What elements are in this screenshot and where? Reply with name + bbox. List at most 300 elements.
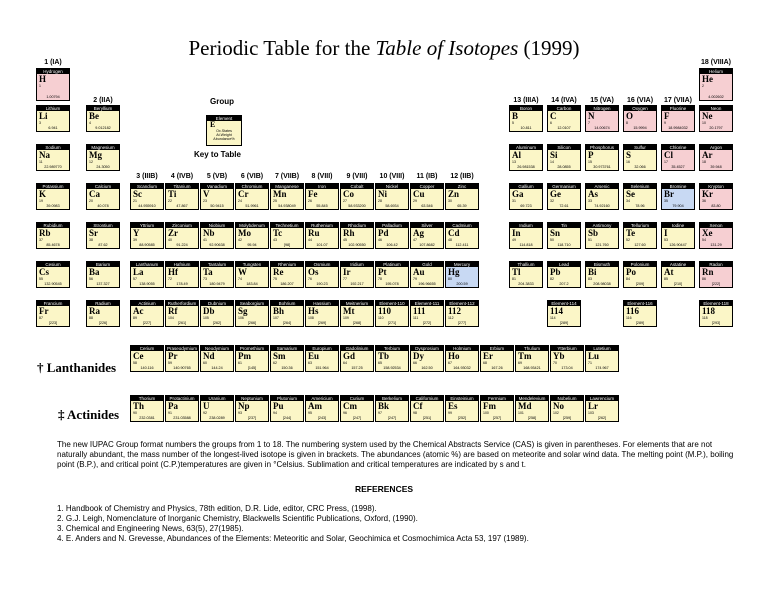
atomic-weight: 102.90550: [348, 243, 366, 247]
element-cell-nd: [200, 345, 234, 372]
atomic-number: 36: [702, 199, 706, 203]
element-cell-ti: [165, 183, 199, 210]
atomic-number: 111: [413, 316, 419, 320]
element-cell-db: [200, 300, 234, 327]
element-name: Palladium: [376, 223, 408, 228]
atomic-weight: 9.012182: [95, 126, 111, 130]
element-name: Promethium: [236, 346, 268, 351]
element-name: Californium: [411, 396, 443, 401]
atomic-weight: 55.845: [316, 204, 328, 208]
atomic-number: 71: [588, 361, 592, 365]
element-symbol: Ta: [203, 267, 213, 277]
element-name: Iodine: [662, 223, 694, 228]
atomic-weight: 87.62: [98, 243, 108, 247]
atomic-number: 82: [550, 277, 554, 281]
element-cell-zr: [165, 222, 199, 249]
group-label-15: 15 (VA): [590, 97, 614, 104]
element-symbol: Ac: [133, 306, 144, 316]
group-label-10: 10 (VIII): [379, 173, 405, 180]
atomic-weight: 167.26: [491, 366, 503, 370]
element-symbol: Co: [343, 189, 354, 199]
atomic-number: 105: [203, 316, 209, 320]
atomic-weight: [251]: [422, 416, 432, 420]
element-name: Krypton: [700, 184, 732, 189]
atomic-number: 23: [203, 199, 207, 203]
element-symbol: Sc: [133, 189, 142, 199]
atomic-weight: 162.50: [421, 366, 433, 370]
element-cell-hf: [165, 261, 199, 288]
group-label-3: 3 (IIIB): [136, 173, 158, 180]
element-cell-cs: [36, 261, 70, 288]
atomic-number: 93: [238, 411, 242, 415]
atomic-number: 114: [550, 316, 556, 320]
element-name: Calcium: [87, 184, 119, 189]
element-name: Cesium: [37, 262, 69, 267]
element-symbol: Bk: [378, 401, 390, 411]
atomic-number: 40: [168, 238, 172, 242]
reference-item: 3. Chemical and Engineering News, 63(5), 27(1985).: [57, 524, 244, 533]
atomic-weight: 40.078: [97, 204, 109, 208]
atomic-number: 35: [664, 199, 668, 203]
element-cell-ge: [547, 183, 581, 210]
element-name: Zinc: [446, 184, 478, 189]
element-cell-in: [509, 222, 543, 249]
atomic-weight: 1.00794: [46, 95, 60, 99]
element-name: Seaborgium: [236, 301, 268, 306]
atomic-weight: 12.0107: [557, 126, 571, 130]
atomic-number: 72: [168, 277, 172, 281]
atomic-number: 102: [553, 411, 559, 415]
element-name: Arsenic: [586, 184, 618, 189]
element-cell-c: [547, 105, 581, 132]
element-name: Bromine: [662, 184, 694, 189]
element-cell-hg: [445, 261, 479, 288]
element-name: Phosphorus: [586, 145, 618, 150]
element-name: Helium: [700, 69, 732, 74]
element-cell-xe: [699, 222, 733, 249]
element-symbol: Bh: [273, 306, 285, 316]
reference-item: 2. G.J. Leigh, Nomenclature of Inorganic Chemistry, Blackwells Scientific Publications, Oxford, (1990).: [57, 514, 418, 523]
element-symbol: Lr: [588, 401, 598, 411]
element-symbol: Pd: [378, 228, 389, 238]
element-cell-cf: [410, 395, 444, 422]
atomic-weight: 178.49: [176, 282, 188, 286]
atomic-weight: 107.8682: [419, 243, 435, 247]
element-name: Nickel: [376, 184, 408, 189]
atomic-weight: 168.93421: [523, 366, 541, 370]
element-cell-114: [547, 300, 581, 327]
element-symbol: Cu: [413, 189, 425, 199]
element-name: Boron: [510, 106, 542, 111]
element-cell-ca: [86, 183, 120, 210]
page-title: Periodic Table for the Table of Isotopes (1999): [188, 36, 580, 60]
element-symbol: Ir: [343, 267, 351, 277]
atomic-number: 94: [273, 411, 277, 415]
element-symbol: Xe: [702, 228, 713, 238]
element-cell-ho: [445, 345, 479, 372]
element-symbol: Te: [626, 228, 636, 238]
atomic-number: 15: [588, 160, 592, 164]
element-cell-es: [445, 395, 479, 422]
atomic-weight: [257]: [492, 416, 502, 420]
atomic-number: 61: [238, 361, 242, 365]
lanthanides-label: † Lanthanides: [37, 360, 117, 375]
atomic-number: 99: [448, 411, 452, 415]
element-symbol: Tl: [512, 267, 521, 277]
element-cell-rf: [165, 300, 199, 327]
atomic-number: 65: [378, 361, 382, 365]
element-name: Silicon: [548, 145, 580, 150]
element-name: Americium: [306, 396, 338, 401]
atomic-weight: [262]: [212, 321, 222, 325]
atomic-number: 30: [448, 199, 452, 203]
atomic-weight: 238.0289: [209, 416, 225, 420]
atomic-number: 26: [308, 199, 312, 203]
element-name: Lanthanum: [131, 262, 163, 267]
element-name: Oxygen: [624, 106, 656, 111]
atomic-number: 54: [702, 238, 706, 242]
atomic-number: 118: [702, 316, 708, 320]
element-name: Protactinium: [166, 396, 198, 401]
element-name: Silver: [411, 223, 443, 228]
atomic-weight: 58.6934: [385, 204, 399, 208]
element-name: Rhodium: [341, 223, 373, 228]
element-symbol: Ni: [378, 189, 387, 199]
atomic-number: 33: [588, 199, 592, 203]
element-cell-co: [340, 183, 374, 210]
group-label-4: 4 (IVB): [170, 173, 194, 180]
element-cell-be: [86, 105, 120, 132]
atomic-weight: 10.811: [520, 126, 532, 130]
element-symbol: Os: [308, 267, 319, 277]
element-cell-ir: [340, 261, 374, 288]
atomic-number: 11: [39, 160, 43, 164]
atomic-weight: [210]: [673, 282, 683, 286]
element-cell-cl: [661, 144, 695, 171]
atomic-number: 25: [273, 199, 277, 203]
element-cell-h: [36, 68, 70, 101]
atomic-number: 103: [588, 411, 594, 415]
element-symbol: Si: [550, 150, 558, 160]
atomic-number: 50: [550, 238, 554, 242]
atomic-weight: [266]: [247, 321, 257, 325]
element-name: Francium: [37, 301, 69, 306]
element-name: Erbium: [481, 346, 513, 351]
atomic-number: 12: [89, 160, 93, 164]
element-symbol: Ne: [702, 111, 713, 121]
atomic-number: 78: [378, 277, 382, 281]
atomic-weight: 101.07: [316, 243, 328, 247]
atomic-weight: 192.217: [350, 282, 364, 286]
atomic-weight: 54.938049: [278, 204, 296, 208]
atomic-weight: 157.25: [351, 366, 363, 370]
group-label-14: 14 (IVA): [551, 97, 577, 104]
atomic-number: 57: [133, 277, 137, 281]
element-name: Thorium: [131, 396, 163, 401]
atomic-number: 101: [518, 411, 524, 415]
element-name: Magnesium: [87, 145, 119, 150]
element-cell-kr: [699, 183, 733, 210]
atomic-weight: 204.3833: [518, 282, 534, 286]
atomic-number: 14: [550, 160, 554, 164]
atomic-weight: [98]: [283, 243, 291, 247]
atomic-number: 4: [89, 121, 91, 125]
atomic-weight: 72.61: [559, 204, 569, 208]
atomic-number: 17: [664, 160, 668, 164]
element-name: Xenon: [700, 223, 732, 228]
element-symbol: Yb: [553, 351, 565, 361]
atomic-weight: 200.59: [456, 282, 468, 286]
atomic-weight: [226]: [98, 321, 108, 325]
atomic-number: 39: [133, 238, 137, 242]
atomic-number: 74: [238, 277, 242, 281]
element-cell-tc: [270, 222, 304, 249]
element-symbol: I: [664, 228, 668, 238]
element-name: Germanium: [548, 184, 580, 189]
element-symbol: Np: [238, 401, 250, 411]
element-symbol: Sm: [273, 351, 286, 361]
atomic-number: 64: [343, 361, 347, 365]
reference-item: 1. Handbook of Chemistry and Physics, 78th edition, D.R. Lide, editor, CRC Press, (1998).: [57, 504, 377, 513]
atomic-number: 31: [512, 199, 516, 203]
atomic-weight: [258]: [527, 416, 537, 420]
atomic-number: 63: [308, 361, 312, 365]
atomic-number: 49: [512, 238, 516, 242]
element-cell-hs: [305, 300, 339, 327]
element-cell-yb: [550, 345, 584, 372]
element-name: Thallium: [510, 262, 542, 267]
key-line-1: Ox.States: [216, 129, 232, 133]
element-cell-fm: [480, 395, 514, 422]
element-symbol: Cr: [238, 189, 249, 199]
atomic-number: 98: [413, 411, 417, 415]
element-name: Element-112: [446, 301, 478, 306]
element-name: Plutonium: [271, 396, 303, 401]
element-symbol: 111: [413, 306, 426, 316]
element-cell-cr: [235, 183, 269, 210]
atomic-weight: 39.0983: [46, 204, 60, 208]
element-cell-ar: [699, 144, 733, 171]
atomic-weight: [289]: [635, 321, 645, 325]
element-name: Nobelium: [551, 396, 583, 401]
element-name: Actinium: [131, 301, 163, 306]
atomic-weight: 32.066: [634, 165, 646, 169]
atomic-weight: 138.9055: [139, 282, 155, 286]
element-symbol: Fe: [308, 189, 318, 199]
element-symbol: Ge: [550, 189, 561, 199]
element-cell-er: [480, 345, 514, 372]
element-symbol: Es: [448, 401, 458, 411]
element-name: Fermium: [481, 396, 513, 401]
element-name: Curium: [341, 396, 373, 401]
atomic-number: 87: [39, 316, 43, 320]
element-cell-eu: [305, 345, 339, 372]
element-symbol: Re: [273, 267, 284, 277]
element-symbol: Er: [483, 351, 493, 361]
atomic-number: 73: [203, 277, 207, 281]
key-group-label: Group: [210, 97, 234, 106]
element-name: Lithium: [37, 106, 69, 111]
element-cell-dy: [410, 345, 444, 372]
atomic-number: 75: [273, 277, 277, 281]
atomic-number: 89: [133, 316, 137, 320]
element-symbol: Lu: [588, 351, 600, 361]
atomic-weight: 132.90545: [44, 282, 62, 286]
element-cell-np: [235, 395, 269, 422]
element-cell-ru: [305, 222, 339, 249]
element-symbol: Zr: [168, 228, 178, 238]
element-cell-sc: [130, 183, 164, 210]
element-symbol: Hg: [448, 267, 460, 277]
atomic-weight: 39.948: [710, 165, 722, 169]
element-cell-ag: [410, 222, 444, 249]
element-cell-ra: [86, 300, 120, 327]
element-name: Chromium: [236, 184, 268, 189]
element-symbol: Mt: [343, 306, 355, 316]
element-symbol: Nb: [203, 228, 215, 238]
element-cell-pu: [270, 395, 304, 422]
element-cell-cd: [445, 222, 479, 249]
group-label-18: 18 (VIIIA): [701, 59, 731, 66]
element-name: Lawrencium: [586, 396, 618, 401]
atomic-weight: 20.1797: [709, 126, 723, 130]
atomic-number: 108: [308, 316, 314, 320]
atomic-number: 110: [378, 316, 384, 320]
element-name: Copper: [411, 184, 443, 189]
atomic-number: 34: [626, 199, 630, 203]
element-name: Yttrium: [131, 223, 163, 228]
element-cell-br: [661, 183, 695, 210]
atomic-number: 79: [413, 277, 417, 281]
atomic-number: 55: [39, 277, 43, 281]
group-label-7: 7 (VIIB): [274, 173, 300, 180]
element-cell-lu: [585, 345, 619, 372]
element-symbol: Na: [39, 150, 50, 160]
element-name: Iridium: [341, 262, 373, 267]
atomic-weight: [268]: [352, 321, 362, 325]
element-symbol: N: [588, 111, 595, 121]
element-name: Rubidium: [37, 223, 69, 228]
element-cell-b: [509, 105, 543, 132]
element-cell-f: [661, 105, 695, 132]
atomic-number: 106: [238, 316, 244, 320]
group-label-2: 2 (IIA): [93, 97, 113, 104]
element-name: Argon: [700, 145, 732, 150]
element-cell-k: [36, 183, 70, 210]
element-symbol: Sr: [89, 228, 98, 238]
atomic-number: 59: [168, 361, 172, 365]
element-name: Tin: [548, 223, 580, 228]
element-symbol: Ce: [133, 351, 144, 361]
atomic-number: 5: [512, 121, 514, 125]
element-cell-rn: [699, 261, 733, 288]
element-name: Element-111: [411, 301, 443, 306]
atomic-weight: 151.964: [315, 366, 329, 370]
atomic-number: 13: [512, 160, 516, 164]
element-symbol: Pb: [550, 267, 561, 277]
element-name: Strontium: [87, 223, 119, 228]
atomic-weight: [247]: [352, 416, 362, 420]
atomic-number: 1: [39, 84, 41, 88]
atomic-weight: 26.981538: [517, 165, 535, 169]
element-name: Aluminum: [510, 145, 542, 150]
element-name: Bismuth: [586, 262, 618, 267]
element-symbol: U: [203, 401, 210, 411]
element-cell-al: [509, 144, 543, 171]
element-cell-v: [200, 183, 234, 210]
element-cell-sr: [86, 222, 120, 249]
atomic-number: 41: [203, 238, 207, 242]
element-name: Neptunium: [236, 396, 268, 401]
element-name: Ruthenium: [306, 223, 338, 228]
atomic-weight: 140.116: [140, 366, 154, 370]
element-cell-p: [585, 144, 619, 171]
element-symbol: Pa: [168, 401, 178, 411]
atomic-number: 70: [553, 361, 557, 365]
element-symbol: Pu: [273, 401, 284, 411]
element-symbol: Pr: [168, 351, 178, 361]
atomic-number: 2: [702, 84, 704, 88]
element-symbol: Db: [203, 306, 215, 316]
element-name: Astatine: [662, 262, 694, 267]
element-name: Holmium: [446, 346, 478, 351]
element-name: Sulfur: [624, 145, 656, 150]
element-name: Gallium: [510, 184, 542, 189]
key-line-3: Abundance%: [213, 137, 235, 141]
element-symbol: Ag: [413, 228, 424, 238]
element-symbol: Y: [133, 228, 140, 238]
element-cell-i: [661, 222, 695, 249]
group-label-16: 16 (VIA): [626, 97, 654, 104]
element-symbol: 116: [626, 306, 640, 316]
atomic-weight: 47.867: [176, 204, 188, 208]
atomic-weight: 50.9415: [210, 204, 224, 208]
atomic-number: 96: [343, 411, 347, 415]
element-cell-y: [130, 222, 164, 249]
atomic-weight: 65.39: [457, 204, 467, 208]
element-cell-pt: [375, 261, 409, 288]
element-symbol: Ba: [89, 267, 100, 277]
element-name: Tellurium: [624, 223, 656, 228]
element-cell-tm: [515, 345, 549, 372]
element-symbol: Sb: [588, 228, 599, 238]
atomic-number: 7: [588, 121, 590, 125]
atomic-weight: 35.4527: [671, 165, 685, 169]
atomic-number: 86: [702, 277, 706, 281]
element-symbol: Hf: [168, 267, 178, 277]
element-symbol: Pm: [238, 351, 251, 361]
atomic-number: 91: [168, 411, 172, 415]
atomic-number: 6: [550, 121, 552, 125]
atomic-number: 53: [664, 238, 668, 242]
element-name: Beryllium: [87, 106, 119, 111]
atomic-weight: 58.933200: [348, 204, 366, 208]
element-symbol: Al: [512, 150, 521, 160]
atomic-weight: [261]: [177, 321, 187, 325]
element-symbol: Be: [89, 111, 99, 121]
element-name: Meitnerium: [341, 301, 373, 306]
element-name: Gadolinium: [341, 346, 373, 351]
atomic-number: 109: [343, 316, 349, 320]
element-name: Neon: [700, 106, 732, 111]
element-cell-as: [585, 183, 619, 210]
element-cell-ga: [509, 183, 543, 210]
element-name: Element-118: [700, 301, 732, 306]
atomic-weight: [289]: [559, 321, 569, 325]
element-symbol: Kr: [702, 189, 713, 199]
element-symbol: H: [39, 74, 47, 84]
key-symbol: E: [210, 120, 216, 129]
